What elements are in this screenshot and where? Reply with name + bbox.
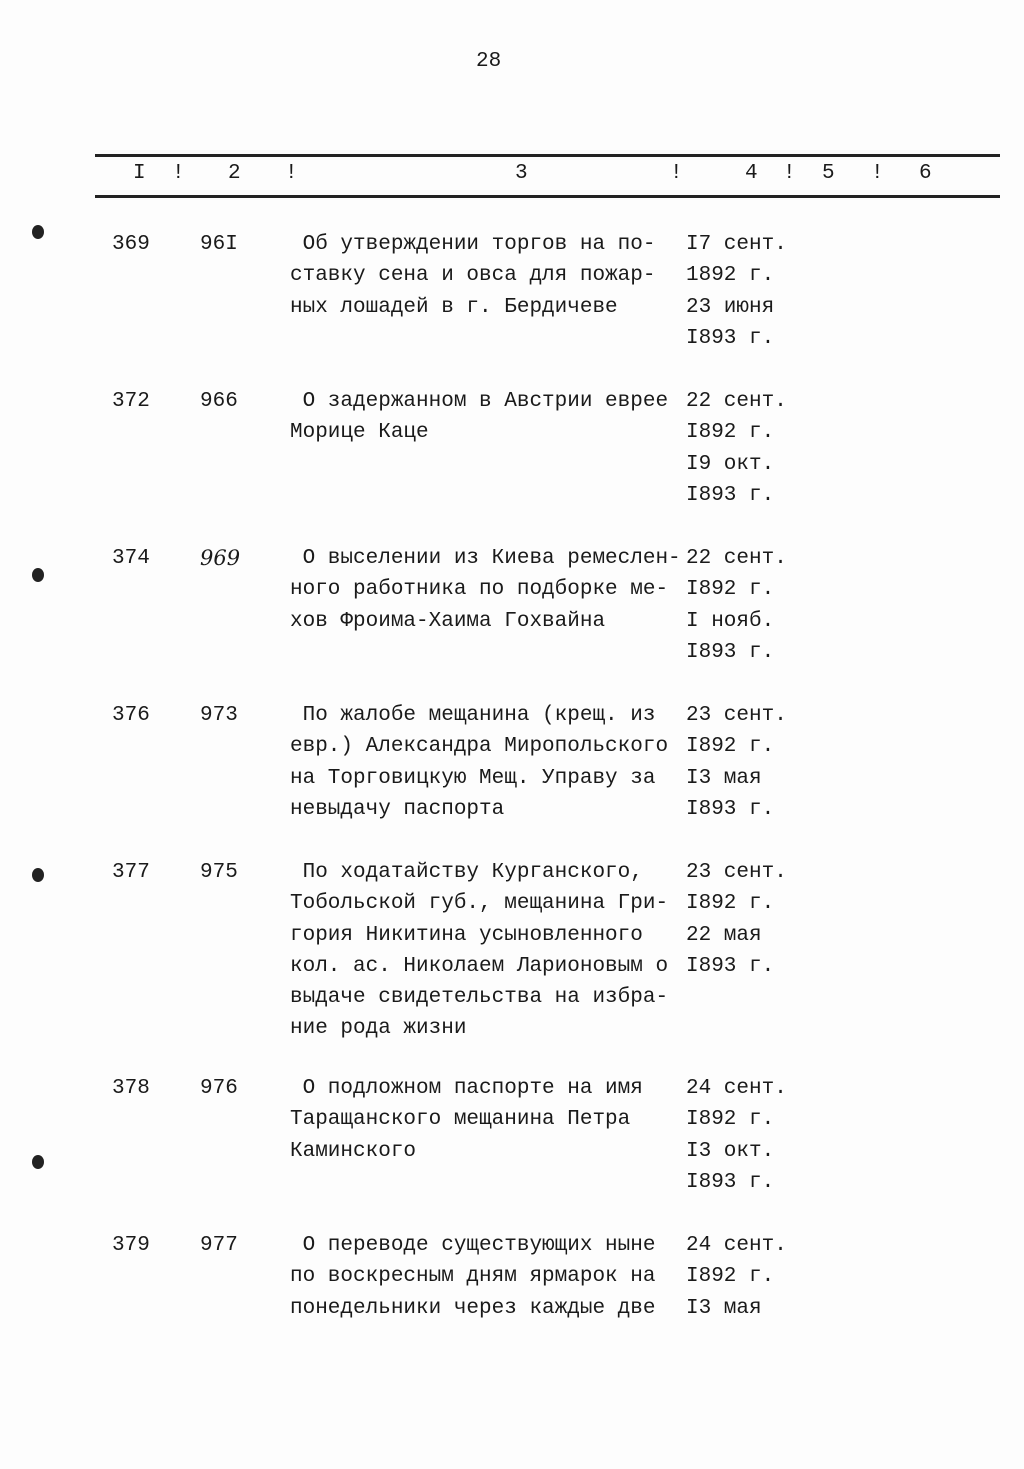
description-line: Каминского — [290, 1139, 417, 1163]
description-line: евр.) Александра Миропольского — [290, 735, 669, 759]
file-number-text: 975 — [200, 861, 238, 884]
file-number-text: 966 — [200, 390, 238, 413]
description-line: О переводе существующих ныне — [290, 1234, 656, 1257]
file-number — [200, 1073, 238, 1104]
record-number-text: 369 — [112, 233, 150, 256]
header-col-3: 3 — [515, 162, 528, 185]
date-line: I893 г. — [686, 1170, 775, 1194]
record-number-text: 372 — [112, 390, 150, 413]
date-line: I3 окт. — [686, 1139, 775, 1163]
date-line: 22 сент. — [686, 390, 787, 413]
date-line: I892 г. — [686, 578, 775, 602]
dates — [686, 1230, 787, 1324]
dates — [686, 229, 787, 354]
description-line: О подложном паспорте на имя — [290, 1077, 643, 1100]
header-sep: ! — [783, 162, 796, 185]
record-number — [112, 543, 150, 574]
description — [290, 700, 668, 825]
description — [290, 229, 655, 323]
file-number-text: 96I — [200, 233, 238, 256]
header-sep: ! — [670, 162, 683, 185]
file-number-text: 969 — [200, 546, 241, 570]
description-line: ставку сена и овса для пожар- — [290, 264, 656, 288]
description-line: невыдачу паспорта — [290, 797, 505, 821]
header-col-4: 4 — [745, 162, 758, 185]
table-header-rule — [95, 195, 1000, 198]
description-line: ного работника по подборке ме- — [290, 578, 669, 602]
date-line: I3 мая — [686, 1296, 762, 1320]
description-line: ных лошадей в г. Бердичеве — [290, 295, 618, 319]
date-line: I892 г. — [686, 421, 775, 445]
description — [290, 1073, 643, 1167]
description-line: кол. ас. Николаем Ларионовым о — [290, 954, 669, 978]
date-line: 23 сент. — [686, 704, 787, 727]
description-line: понедельники через каждые две — [290, 1296, 656, 1320]
date-line: 23 сент. — [686, 861, 787, 884]
header-col-2: 2 — [228, 162, 241, 185]
description — [290, 1230, 655, 1324]
file-number — [200, 857, 238, 888]
file-number — [200, 1230, 238, 1261]
record-number — [112, 1230, 150, 1261]
description-line: По ходатайству Курганского, — [290, 861, 643, 884]
description-line: Морице Каце — [290, 421, 429, 445]
record-number-text: 378 — [112, 1077, 150, 1100]
record-number-text: 377 — [112, 861, 150, 884]
date-line: 22 сент. — [686, 547, 787, 570]
dates — [686, 700, 787, 825]
file-number-text: 977 — [200, 1234, 238, 1257]
date-line: I892 г. — [686, 735, 775, 759]
record-number-text: 376 — [112, 704, 150, 727]
binding-hole-mark — [32, 1155, 44, 1169]
description-line: Таращанского мещанина Петра — [290, 1108, 631, 1132]
file-number — [200, 386, 238, 417]
file-number — [200, 543, 240, 574]
description-line: гория Никитина усыновленного — [290, 923, 643, 947]
date-line: I893 г. — [686, 640, 775, 664]
file-number-text: 976 — [200, 1077, 238, 1100]
table-header — [95, 162, 1000, 188]
description-line: выдаче свидетельства на избра- — [290, 986, 669, 1010]
dates — [686, 543, 787, 668]
date-line: 1892 г. — [686, 264, 775, 288]
record-number — [112, 229, 150, 260]
date-line: I892 г. — [686, 1265, 775, 1289]
description-line: на Торговицкую Мещ. Управу за — [290, 766, 656, 790]
description — [290, 386, 668, 449]
date-line: I7 сент. — [686, 233, 787, 256]
record-number — [112, 1073, 150, 1104]
date-line: I892 г. — [686, 1108, 775, 1132]
date-line: I нояб. — [686, 609, 775, 633]
header-col-5: 5 — [822, 162, 835, 185]
date-line: 24 сент. — [686, 1234, 787, 1257]
record-number-text: 374 — [112, 547, 150, 570]
description-line: О задержанном в Австрии еврее — [290, 390, 669, 413]
description — [290, 543, 681, 637]
description-line: Об утверждении торгов на по- — [290, 233, 656, 256]
dates — [686, 386, 787, 511]
date-line: I893 г. — [686, 797, 775, 821]
date-line: I893 г. — [686, 954, 775, 978]
file-number — [200, 229, 238, 260]
record-number — [112, 700, 150, 731]
date-line: I893 г. — [686, 326, 775, 350]
header-col-1: I — [133, 162, 146, 185]
date-line: I893 г. — [686, 483, 775, 507]
record-number-text: 379 — [112, 1234, 150, 1257]
date-line: 24 сент. — [686, 1077, 787, 1100]
header-sep: ! — [172, 162, 185, 185]
dates — [686, 1073, 787, 1198]
page-number: 28 — [476, 50, 502, 73]
description-line: по воскресным дням ярмарок на — [290, 1265, 656, 1289]
file-number-text: 973 — [200, 704, 238, 727]
record-number — [112, 857, 150, 888]
date-line: 23 июня — [686, 295, 775, 319]
date-line: I3 мая — [686, 766, 762, 790]
date-line: I892 г. — [686, 892, 775, 916]
header-sep: ! — [285, 162, 298, 185]
binding-hole-mark — [32, 868, 44, 882]
date-line: I9 окт. — [686, 452, 775, 476]
binding-hole-mark — [32, 225, 44, 239]
description-line: Тобольской губ., мещанина Гри- — [290, 892, 669, 916]
description-line: О выселении из Киева ремеслен- — [290, 547, 681, 570]
header-sep: ! — [871, 162, 884, 185]
description-line: По жалобе мещанина (крещ. из — [290, 704, 656, 727]
record-number — [112, 386, 150, 417]
header-col-6: 6 — [919, 162, 932, 185]
date-line: 22 мая — [686, 923, 762, 947]
binding-hole-mark — [32, 568, 44, 582]
description — [290, 857, 668, 1045]
table-top-rule — [95, 154, 1000, 157]
file-number — [200, 700, 238, 731]
description-line: хов Фроима-Хаима Гохвайна — [290, 609, 606, 633]
description-line: ние рода жизни — [290, 1017, 467, 1041]
dates — [686, 857, 787, 982]
